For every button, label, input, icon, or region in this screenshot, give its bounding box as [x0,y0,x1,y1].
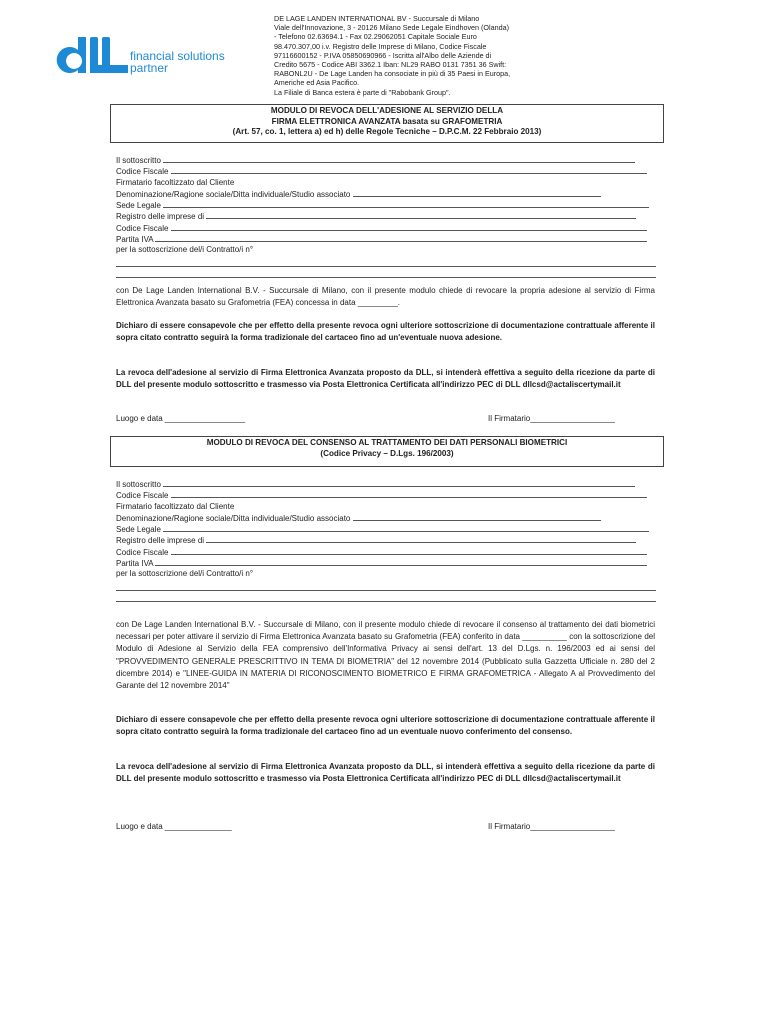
company-line: La Filiale di Banca estera è parte di "Rabobank Group". [274,87,451,97]
field-sottoscritto[interactable] [163,478,635,487]
section2-declaration: Dichiaro di essere consapevole che per effetto della presente revoca ogni ulteriore sottoscrizione di documentazione contrattuale afferente il sopra citato contratto seguirà la forma tradizionale del cartaceo fino ad un eventuale nuovo conferimento del consenso. [116,715,655,737]
section2-title: MODULO DI REVOCA DEL CONSENSO AL TRATTAMENTO DEI DATI PERSONALI BIOMETRICI [206,438,568,447]
field-partita-iva[interactable] [155,233,647,242]
label-contratto: per la sottoscrizione del/i Contratto/i n° [116,245,254,255]
section1-title: FIRMA ELETTRONICA AVANZATA basata su GRAFOMETRIA [271,116,503,126]
company-line: RABONL2U - De Lage Landen ha consociate in più di 35 Paesi in Europa, [274,69,511,79]
field-codice-fiscale[interactable] [171,165,647,174]
section1-body: con De Lage Landen International B.V. - Succursale di Milano, con il presente modulo chiede di revocare la propria adesione al servizio di Firma Elettronica Avanzata basato su Grafometria (FEA) concessa in data _________. [116,286,655,308]
label-partita-iva: Partita IVA [116,235,154,245]
company-info [274,14,539,97]
label-contratto: per la sottoscrizione del/i Contratto/i n° [116,569,254,579]
company-line: Credito 5675 - Codice ABI 3362.1 Iban: NL29 RABO 0131 7351 36 Swift: [274,60,507,70]
label-registro: Registro delle imprese di [116,212,205,222]
section2-title: (Codice Privacy – D.Lgs. 196/2003) [320,448,454,458]
company-line: 98.470.307,00 i.v. Registro delle Imprese di Milano, Codice Fiscale [274,41,487,51]
logo-tagline-1: financial solutions [130,49,225,63]
label-registro: Registro delle imprese di [116,536,205,546]
company-line: - Telefono 02.63694.1 - Fax 02.29062051 Capitale Sociale Euro [274,32,477,42]
section2-luogo-data[interactable]: Luogo e data _______________ [116,822,232,831]
label-denominazione: Denominazione/Ragione sociale/Ditta individuale/Studio associato [116,513,351,523]
company-line: Viale dell'Innovazione, 3 - 20126 Milano Sede Legale Eindhoven (Olanda) [274,23,509,33]
dll-logo [56,33,246,79]
field-denominazione[interactable] [353,512,601,521]
field-denominazione[interactable] [353,188,601,197]
label-codice-fiscale: Codice Fiscale [116,167,169,177]
field-contratto-line[interactable] [116,256,656,267]
company-line: Americhe ed Asia Pacifico. [274,78,360,88]
field-codice-fiscale-2[interactable] [171,222,647,231]
label-codice-fiscale-2: Codice Fiscale [116,547,169,557]
field-sede-legale[interactable] [163,199,649,208]
field-contratto-line[interactable] [116,580,656,591]
section1-luogo-data[interactable]: Luogo e data __________________ [116,414,246,423]
section1-declaration: Dichiaro di essere consapevole che per effetto della presente revoca ogni ulteriore sottoscrizione di documentazione contrattuale afferente il sopra citato contratto seguirà la forma tradizionale del cartaceo fino ad un'eventuale nuova adesione. [116,321,655,343]
section2-title-box [110,436,664,467]
company-line: DE LAGE LANDEN INTERNATIONAL BV - Succursale di Milano [274,14,480,23]
section1-title-box [110,104,664,143]
company-line: 97116600152 - P.IVA 05850690966 - Iscritta all'Albo delle Aziende di [274,50,492,60]
label-codice-fiscale: Codice Fiscale [116,491,169,501]
field-registro[interactable] [206,210,636,219]
field-contratto-line[interactable] [116,591,656,602]
field-contratto-line[interactable] [116,267,656,278]
label-firmatario: Firmatario facoltizzato dal Cliente [116,177,235,187]
field-sottoscritto[interactable] [163,154,635,163]
label-codice-fiscale-2: Codice Fiscale [116,223,169,233]
label-sede-legale: Sede Legale [116,525,161,535]
field-sede-legale[interactable] [163,523,649,532]
label-sede-legale: Sede Legale [116,201,161,211]
section1-title: (Art. 57, co. 1, lettera a) ed h) delle Regole Tecniche – D.P.C.M. 22 Febbraio 2013) [232,127,542,136]
label-firmatario: Firmatario facoltizzato dal Cliente [116,501,235,511]
section1-notice: La revoca dell'adesione al servizio di Firma Elettronica Avanzata proposto da DLL, si intenderà effettiva a seguito della ricezione da parte di DLL del presente modulo sottoscritto e trasmesso via Posta Elettronica Certificata all'indirizzo PEC di DLL dllcsd@actaliscertymail.it [116,368,655,390]
section1-firmatario[interactable]: Il Firmatario___________________ [488,414,615,423]
section1-title: MODULO DI REVOCA DELL'ADESIONE AL SERVIZIO DELLA [270,106,504,115]
section2-form [116,478,656,602]
field-codice-fiscale-2[interactable] [171,546,647,555]
label-sottoscritto: Il sottoscritto [116,480,161,489]
field-partita-iva[interactable] [155,557,647,566]
label-denominazione: Denominazione/Ragione sociale/Ditta individuale/Studio associato [116,189,351,199]
section2-firmatario[interactable]: Il Firmatario___________________ [488,822,615,831]
label-sottoscritto: Il sottoscritto [116,156,161,165]
field-registro[interactable] [206,534,636,543]
label-partita-iva: Partita IVA [116,559,154,569]
field-codice-fiscale[interactable] [171,489,647,498]
section1-form [116,154,656,278]
section2-notice: La revoca dell'adesione al servizio di Firma Elettronica Avanzata proposto da DLL, si intenderà effettiva a seguito della ricezione da parte di DLL del presente modulo sottoscritto e trasmesso via Posta Elettronica Certificata all'indirizzo PEC di DLL dllcsd@actaliscertymail.it [116,762,655,784]
section2-body: con De Lage Landen International B.V. - Succursale di Milano, con il presente modulo chiede di revocare il consenso al trattamento dei dati biometrici necessari per poter attivare il servizio di Firma Elettronica Avanzata basato su Grafometria (FEA) conferito in data __________ con la sottoscrizione del Modulo di Adesione al Servizio della FEA comprensivo dell'Informativa Privacy ai sensi dell'art. 13 del D.Lgs. n. 196/2003 ed ai sensi del "PROVVEDIMENTO GENERALE PRESCRITTIVO IN TEMA DI BIOMETRIA" del 12 novembre 2014 (Pubblicato sulla Gazzetta Ufficiale n. 280 del 2 dicembre 2014) e "LINEE-GUIDA IN MATERIA DI RICONOSCIMENTO BIOMETRICO E FIRMA GRAFOMETRICA - Allegato A al Provvedimento del Garante del 12 novembre 2014" [116,620,655,691]
logo-tagline-2: partner [130,61,169,75]
